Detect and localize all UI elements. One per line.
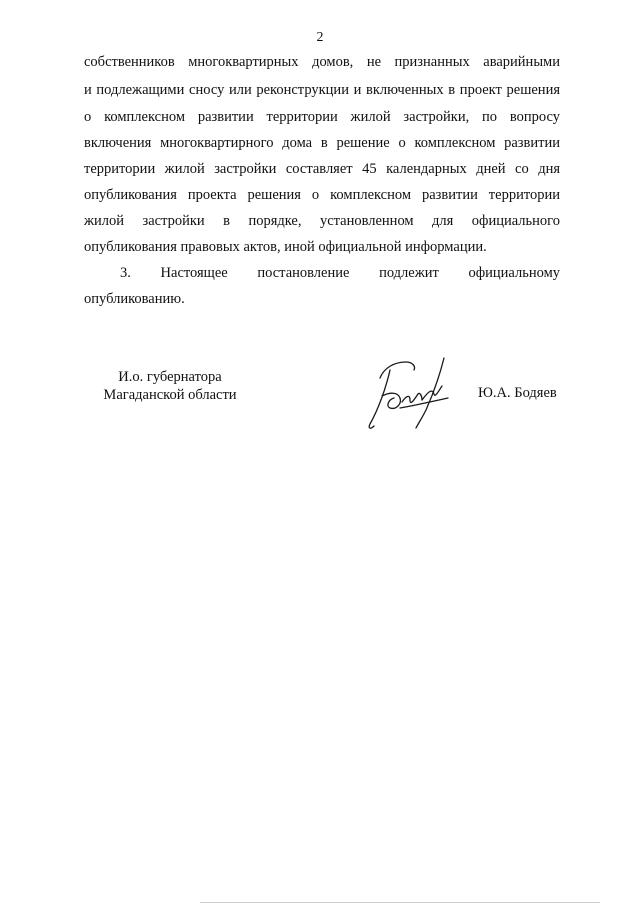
scan-edge-line xyxy=(200,902,600,903)
page-number: 2 xyxy=(316,30,324,45)
signatory-title-line: Магаданской области xyxy=(103,387,237,403)
body-line: о комплексном развитии территории жилой застройки, по вопросу xyxy=(84,109,560,125)
signatory-title-line: И.о. губернатора xyxy=(118,369,222,385)
body-line: включения многоквартирного дома в решение о комплексном развитии xyxy=(84,135,560,151)
body-line: и подлежащими сносу или реконструкции и включенных в проект решения xyxy=(84,82,560,98)
body-line: собственников многоквартирных домов, не признанных аварийными xyxy=(84,54,560,70)
handwritten-signature xyxy=(360,348,470,438)
paragraph-3-line: 3. Настоящее постановление подлежит официальному xyxy=(120,265,560,281)
body-line: территории жилой застройки составляет 45 календарных дней со дня xyxy=(84,161,560,177)
paragraph-3-line: опубликованию. xyxy=(84,291,185,307)
signatory-name: Ю.А. Бодяев xyxy=(478,385,557,401)
body-line: опубликования проекта решения о комплексном развитии территории xyxy=(84,187,560,203)
body-line: опубликования правовых актов, иной официальной информации. xyxy=(84,239,487,255)
body-line: жилой застройки в порядке, установленном для официального xyxy=(84,213,560,229)
